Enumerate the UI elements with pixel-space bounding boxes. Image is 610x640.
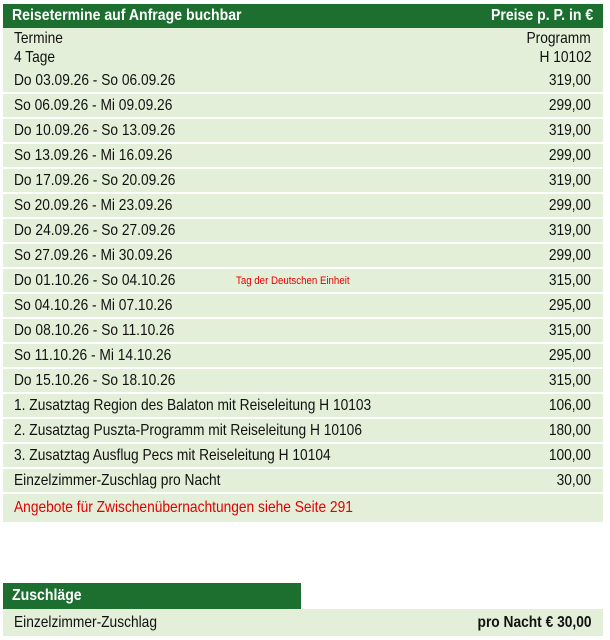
column-header-termine: Termine [14,30,63,47]
extra-price: 100,00 [548,446,591,464]
date-row [3,144,603,169]
date-cell [14,147,542,165]
date-price: 299,00 [548,246,591,264]
date-range: So 27.09.26 - Mi 30.09.26 [14,246,173,264]
date-price: 295,00 [548,346,591,364]
extra-rows [3,394,603,494]
surcharges-title: Zuschläge [12,587,82,604]
date-price: 319,00 [548,71,591,89]
date-cell [14,197,542,215]
date-row [3,69,603,94]
column-header-row [3,28,603,49]
extra-row [3,419,603,444]
date-row [3,269,603,294]
date-row [3,294,603,319]
date-range: Do 01.10.26 - So 04.10.26 [14,271,176,289]
date-range: Do 03.09.26 - So 06.09.26 [14,71,176,89]
table-title: Reisetermine auf Anfrage buchbar [12,7,242,24]
date-cell [14,72,542,90]
holiday-note: Tag der Deutschen Einheit [236,274,350,287]
date-row [3,119,603,144]
program-code: H 10102 [538,49,591,66]
date-row [3,169,603,194]
date-range: So 06.09.26 - Mi 09.09.26 [14,96,173,114]
date-row [3,194,603,219]
date-range: So 20.09.26 - Mi 23.09.26 [14,196,173,214]
duration-row [3,49,603,69]
surcharges-title-bar [3,583,301,609]
date-cell [14,322,542,340]
date-price: 299,00 [548,196,591,214]
extra-price: 180,00 [548,421,591,439]
surcharge-row [3,609,603,636]
price-label: Preise p. P. in € [490,7,593,24]
extra-label: 3. Zusatztag Ausflug Pecs mit Reiseleitung H 10104 [14,446,331,464]
date-range: Do 08.10.26 - So 11.10.26 [14,321,175,339]
date-row [3,369,603,394]
surcharge-label: Einzelzimmer-Zuschlag [14,613,157,631]
date-cell [14,222,542,240]
date-price: 299,00 [548,146,591,164]
date-row [3,94,603,119]
extra-label: Einzelzimmer-Zuschlag pro Nacht [14,471,221,489]
date-price: 315,00 [548,271,591,289]
date-price: 319,00 [548,171,591,189]
surcharge-value: pro Nacht € 30,00 [477,613,591,631]
extra-label: 1. Zusatztag Region des Balaton mit Reiseleitung H 10103 [14,396,372,414]
date-price: 315,00 [548,321,591,339]
footer-note-row [3,494,603,522]
date-range: So 13.09.26 - Mi 16.09.26 [14,146,173,164]
date-range: Do 24.09.26 - So 27.09.26 [14,221,176,239]
date-range: So 04.10.26 - Mi 07.10.26 [14,296,173,314]
date-row [3,319,603,344]
date-row [3,244,603,269]
extra-row [3,394,603,419]
date-cell [14,347,542,365]
date-price: 299,00 [548,96,591,114]
date-cell [14,97,542,115]
date-price: 315,00 [548,371,591,389]
extra-row [3,444,603,469]
date-rows [3,69,603,394]
date-cell [14,372,542,390]
date-row [3,344,603,369]
surcharges-section [3,583,603,636]
date-cell [14,122,542,140]
extra-price: 30,00 [556,471,591,489]
date-range: So 11.10.26 - Mi 14.10.26 [14,346,172,364]
date-range: Do 10.09.26 - So 13.09.26 [14,121,176,139]
date-cell [14,172,542,190]
travel-dates-table [3,4,603,522]
extra-label: 2. Zusatztag Puszta-Programm mit Reiseleitung H 10106 [14,421,362,439]
extra-price: 106,00 [548,396,591,414]
footer-note: Angebote für Zwischenübernachtungen siehe Seite 291 [14,499,353,516]
date-price: 295,00 [548,296,591,314]
date-cell [14,297,542,315]
date-range: Do 17.09.26 - So 20.09.26 [14,171,176,189]
date-row [3,219,603,244]
date-cell [14,272,542,290]
date-range: Do 15.10.26 - So 18.10.26 [14,371,176,389]
table-title-bar [3,4,603,28]
column-header-programm: Programm [526,30,591,47]
date-price: 319,00 [548,221,591,239]
date-price: 319,00 [548,121,591,139]
extra-row [3,469,603,494]
duration-label: 4 Tage [14,49,56,66]
date-cell [14,247,542,265]
